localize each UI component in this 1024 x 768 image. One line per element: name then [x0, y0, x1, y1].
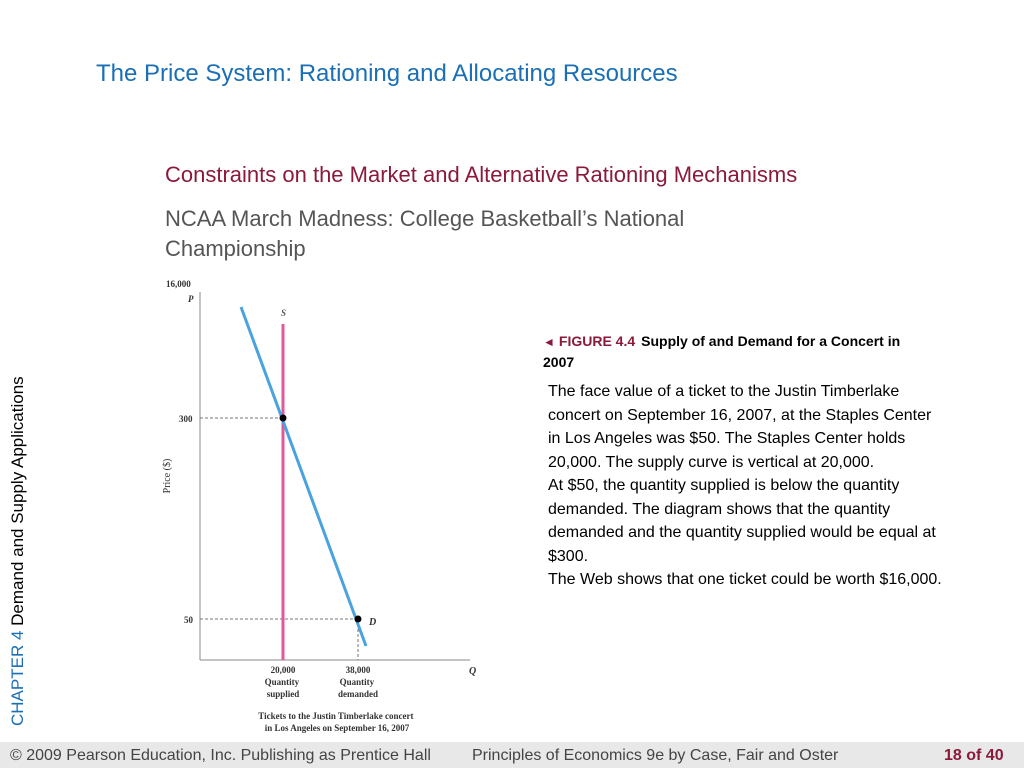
supply-label: S	[281, 308, 287, 318]
section-heading: Constraints on the Market and Alternative Rationing Mechanisms	[165, 162, 798, 187]
chapter-side-label	[8, 376, 28, 726]
equilibrium-point-300	[280, 415, 287, 422]
y-tick-300: 300	[179, 414, 193, 424]
footer-bar	[0, 742, 1024, 768]
x-tick-20000-label-line: Quantity	[264, 677, 300, 687]
demand-curve	[241, 307, 366, 646]
footer-copyright: © 2009 Pearson Education, Inc. Publishing as Prentice Hall	[10, 747, 431, 764]
slide-title: The Price System: Rationing and Allocating Resources	[96, 60, 678, 87]
x-tick-20000-label-line2: supplied	[266, 689, 300, 699]
x-tick-38000-label	[338, 677, 378, 699]
chapter-subject: Demand and Supply Applications	[8, 376, 27, 626]
x-tick-38000-label-line2: demanded	[337, 689, 379, 699]
quantity-demanded-point-50	[355, 616, 362, 623]
x-axis-note-line1: Tickets to the Justin Timberlake concert	[258, 711, 414, 721]
footer-book-title: Principles of Economics 9e by Case, Fair and Oster	[472, 747, 839, 764]
supply-demand-chart	[150, 276, 490, 736]
chapter-number: CHAPTER 4	[8, 630, 27, 726]
x-tick-20000-label	[265, 677, 302, 699]
x-tick-20000: 20,000	[270, 665, 296, 675]
x-axis-symbol: Q	[469, 666, 477, 677]
demand-label: D	[369, 617, 377, 628]
figure-paragraph-1: The face value of a ticket to the Justin Timberlake concert on September 16, 2007, at the Staples Center in Los Angeles was $50. The Staples Center holds 20,000. The supply curve is vertical at 20,000.	[548, 383, 932, 471]
x-axis-note-line2: in Los Angeles on September 16, 2007	[264, 723, 410, 733]
figure-caption	[543, 331, 923, 372]
figure-description	[548, 380, 948, 592]
figure-paragraph-3: The Web shows that one ticket could be worth $16,000.	[548, 571, 942, 588]
figure-title: Supply of and Demand for a Concert in 2007	[543, 333, 901, 370]
y-tick-50: 50	[184, 615, 193, 625]
subheading: NCAA March Madness: College Basketball’s National Championship	[165, 206, 685, 261]
x-tick-38000-label-line: Quantity	[339, 677, 375, 687]
x-axis-note	[258, 711, 416, 733]
page-counter: 18 of 40	[944, 747, 1004, 764]
previous-arrow-icon[interactable]: ◄	[543, 335, 555, 349]
figure-number: FIGURE 4.4	[558, 333, 636, 349]
x-tick-38000: 38,000	[345, 665, 371, 675]
y-tick-top: 16,000	[166, 279, 191, 289]
y-axis-symbol: P	[188, 294, 194, 304]
figure-paragraph-2: At $50, the quantity supplied is below the quantity demanded. The diagram shows that the quantity demanded and the quantity supplied would be equal at $300.	[548, 477, 936, 565]
y-axis-label: Price ($)	[162, 458, 173, 494]
